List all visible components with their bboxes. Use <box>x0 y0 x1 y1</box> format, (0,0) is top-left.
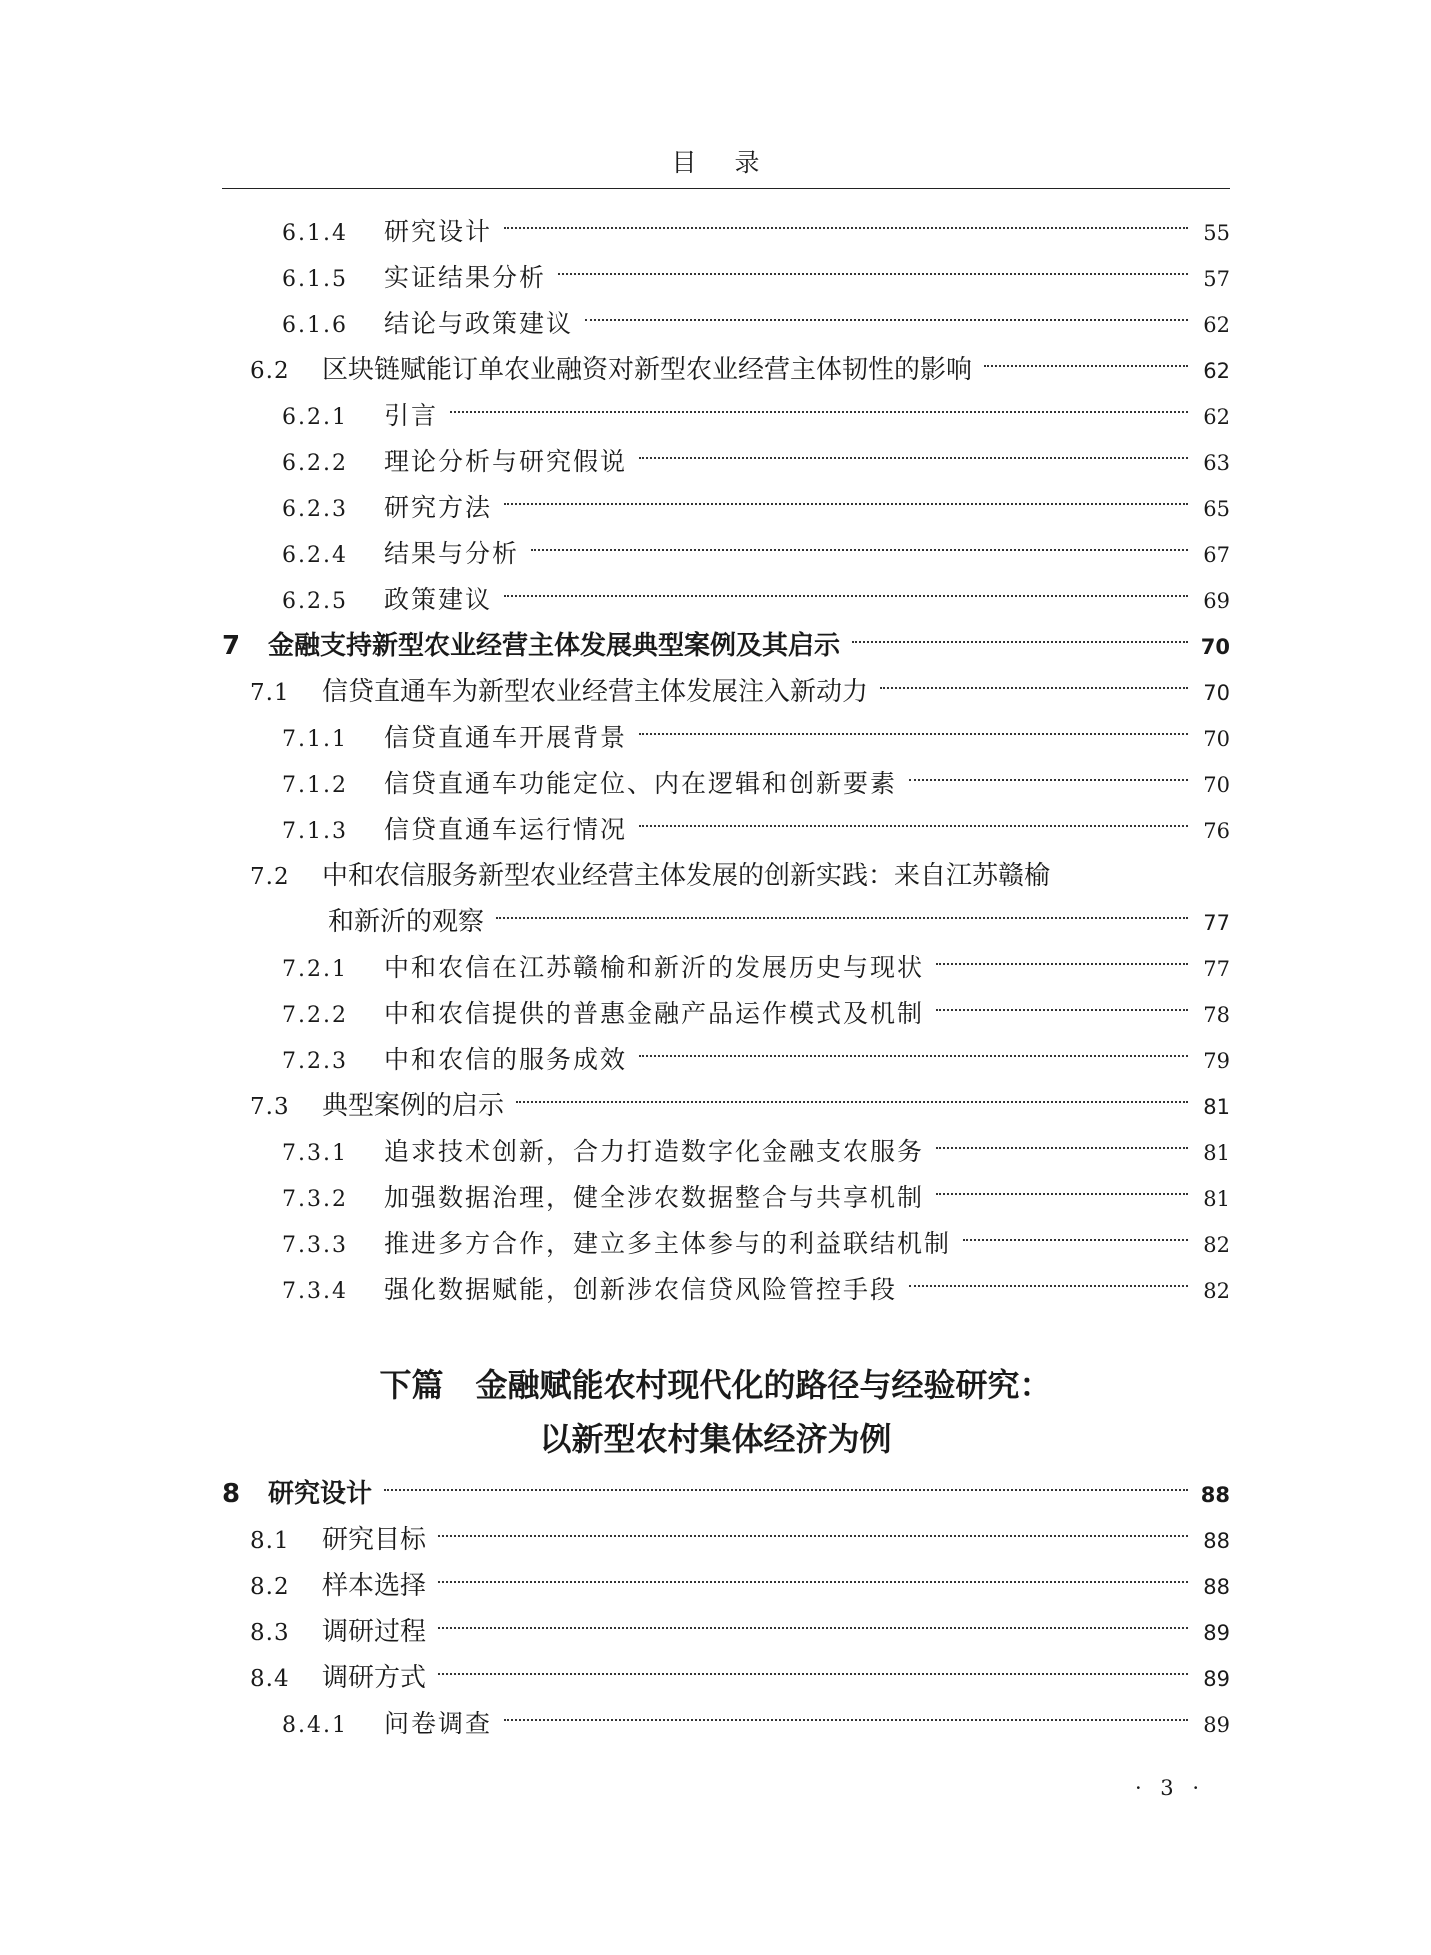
section-number: 6.2 <box>250 358 290 384</box>
toc-line <box>282 764 1230 804</box>
section-title: 信贷直通车功能定位、内在逻辑和创新要素 <box>384 769 898 798</box>
toc-line <box>282 1178 1230 1218</box>
toc-line <box>282 1270 1230 1310</box>
toc-line <box>250 672 1230 712</box>
dot-leader <box>504 1719 1188 1721</box>
section-title: 调研过程 <box>322 1617 427 1647</box>
section-number: 6.1.6 <box>282 313 348 338</box>
toc-line <box>250 1566 1230 1606</box>
dot-leader <box>936 1193 1188 1195</box>
dot-leader <box>852 641 1188 643</box>
section-title: 典型案例的启示 <box>322 1091 505 1121</box>
dot-leader <box>450 411 1188 413</box>
section-title: 理论分析与研究假说 <box>384 447 628 476</box>
page-ref: 77 <box>1203 911 1230 935</box>
dot-leader <box>558 273 1188 275</box>
section-title: 推进多方合作，建立多主体参与的利益联结机制 <box>384 1229 952 1258</box>
section-title: 强化数据赋能，创新涉农信贷风险管控手段 <box>384 1275 898 1304</box>
toc-line <box>282 534 1230 574</box>
dot-leader <box>531 549 1188 551</box>
dot-leader <box>504 227 1188 229</box>
part-title-line-1: 下篇 金融赋能农村现代化的路径与经验研究： <box>379 1366 1052 1404</box>
toc-line <box>222 1474 1230 1514</box>
toc-line <box>250 1520 1230 1560</box>
section-title: 和新沂的观察 <box>328 907 485 937</box>
dot-leader <box>504 503 1188 505</box>
dot-leader <box>639 825 1188 827</box>
dot-leader <box>438 1627 1188 1629</box>
section-title: 引言 <box>384 401 439 430</box>
section-number: 7.2.2 <box>282 1003 348 1028</box>
toc-entry <box>0 626 1431 666</box>
toc-entry <box>0 672 1431 712</box>
section-title: 实证结果分析 <box>384 263 547 292</box>
section-title: 调研方式 <box>322 1663 427 1693</box>
toc-entry <box>0 534 1431 574</box>
section-number: 6.2.5 <box>282 589 348 614</box>
toc-line <box>250 1086 1230 1126</box>
dot-leader <box>504 595 1188 597</box>
toc-entry <box>0 1520 1431 1560</box>
page-ref: 88 <box>1203 1529 1230 1553</box>
page-ref: 70 <box>1203 681 1230 705</box>
toc-entry <box>0 1132 1431 1172</box>
section-title: 加强数据治理，健全涉农数据整合与共享机制 <box>384 1183 925 1212</box>
toc-line <box>282 810 1230 850</box>
section-title: 追求技术创新，合力打造数字化金融支农服务 <box>384 1137 925 1166</box>
toc-line <box>282 718 1230 758</box>
section-number: 7.3.4 <box>282 1279 348 1304</box>
toc-line <box>282 948 1230 988</box>
part-title-line-2: 以新型农村集体经济为例 <box>539 1420 892 1458</box>
section-number: 8.1 <box>250 1528 290 1554</box>
toc-entry <box>0 810 1431 850</box>
dot-leader <box>880 687 1188 689</box>
page-ref: 76 <box>1203 819 1230 843</box>
toc-entry <box>0 1224 1431 1264</box>
section-title: 研究目标 <box>322 1525 427 1555</box>
toc-entry <box>0 1704 1431 1744</box>
toc-entry <box>0 1566 1431 1606</box>
dot-leader <box>384 1489 1188 1491</box>
dot-leader <box>438 1673 1188 1675</box>
page-ref: 81 <box>1203 1187 1230 1211</box>
page-ref: 70 <box>1200 635 1230 659</box>
dot-leader <box>438 1581 1188 1583</box>
section-title: 中和农信在江苏赣榆和新沂的发展历史与现状 <box>384 953 925 982</box>
section-number: 7.3.2 <box>282 1187 348 1212</box>
toc-line <box>222 626 1230 666</box>
page-ref: 62 <box>1203 359 1230 383</box>
section-number: 7.1.2 <box>282 773 348 798</box>
toc-line <box>328 902 1230 942</box>
section-title: 政策建议 <box>384 585 493 614</box>
dot-leader <box>963 1239 1188 1241</box>
section-number: 8.3 <box>250 1620 290 1646</box>
section-title: 研究设计 <box>268 1479 373 1509</box>
dot-leader <box>909 1285 1188 1287</box>
page-ref: 82 <box>1203 1233 1230 1257</box>
page-ref: 70 <box>1203 773 1230 797</box>
page-ref: 89 <box>1203 1621 1230 1645</box>
dot-leader <box>936 1009 1188 1011</box>
section-title: 金融支持新型农业经营主体发展典型案例及其启示 <box>268 631 841 661</box>
page-ref: 88 <box>1203 1575 1230 1599</box>
section-title: 研究方法 <box>384 493 493 522</box>
section-title: 中和农信提供的普惠金融产品运作模式及机制 <box>384 999 925 1028</box>
section-number: 6.1.5 <box>282 267 348 292</box>
page-ref: 78 <box>1203 1003 1230 1027</box>
section-number: 8.2 <box>250 1574 290 1600</box>
section-number: 8.4.1 <box>282 1713 348 1738</box>
page-ref: 55 <box>1203 221 1230 245</box>
page-ref: 69 <box>1203 589 1230 613</box>
toc-entry <box>0 718 1431 758</box>
page-ref: 81 <box>1203 1141 1230 1165</box>
toc-entry <box>0 856 1431 896</box>
section-title: 研究设计 <box>384 217 493 246</box>
section-number: 7.1.1 <box>282 727 348 752</box>
dot-leader <box>936 963 1188 965</box>
toc-entry <box>0 764 1431 804</box>
dot-leader <box>909 779 1188 781</box>
toc-entry <box>0 350 1431 390</box>
page-ref: 79 <box>1203 1049 1230 1073</box>
page-ref: 88 <box>1200 1483 1230 1507</box>
section-number: 8.4 <box>250 1666 290 1692</box>
section-number: 6.2.2 <box>282 451 348 476</box>
toc-line <box>282 442 1230 482</box>
section-number: 6.1.4 <box>282 221 348 246</box>
page-ref: 89 <box>1203 1667 1230 1691</box>
toc-line <box>282 994 1230 1034</box>
section-title: 信贷直通车开展背景 <box>384 723 628 752</box>
dot-leader <box>936 1147 1188 1149</box>
section-number: 6.2.4 <box>282 543 348 568</box>
section-title: 样本选择 <box>322 1571 427 1601</box>
section-number: 7.1 <box>250 680 290 706</box>
page-ref: 63 <box>1203 451 1230 475</box>
toc-line <box>250 1658 1230 1698</box>
section-number: 7 <box>222 631 241 661</box>
toc-line <box>282 488 1230 528</box>
section-number: 7.3.3 <box>282 1233 348 1258</box>
section-title: 中和农信的服务成效 <box>384 1045 628 1074</box>
toc-entry <box>0 994 1431 1034</box>
section-number: 6.2.3 <box>282 497 348 522</box>
section-number: 7.1.3 <box>282 819 348 844</box>
toc-line <box>282 1224 1230 1264</box>
running-head: 目录 <box>671 148 798 177</box>
toc-line <box>282 1132 1230 1172</box>
toc-entry <box>0 1086 1431 1126</box>
section-number: 7.3 <box>250 1094 290 1120</box>
toc-entry <box>0 442 1431 482</box>
section-number: 7.3.1 <box>282 1141 348 1166</box>
toc-line <box>250 1612 1230 1652</box>
toc-line <box>282 258 1230 298</box>
page-ref: 57 <box>1203 267 1230 291</box>
section-title: 区块链赋能订单农业融资对新型农业经营主体韧性的影响 <box>322 355 973 385</box>
toc-entry <box>0 212 1431 252</box>
dot-leader <box>984 365 1188 367</box>
page-ref: 70 <box>1203 727 1230 751</box>
dot-leader <box>639 733 1188 735</box>
page-ref: 67 <box>1203 543 1230 567</box>
page-ref: 81 <box>1203 1095 1230 1119</box>
toc-entry <box>0 902 1431 942</box>
toc-entry <box>0 1040 1431 1080</box>
toc-line <box>282 1040 1230 1080</box>
toc-line <box>282 580 1230 620</box>
toc-entry <box>0 1178 1431 1218</box>
page-ref: 62 <box>1203 313 1230 337</box>
section-title: 中和农信服务新型农业经营主体发展的创新实践：来自江苏赣榆 <box>322 861 1051 891</box>
dot-leader <box>639 1055 1188 1057</box>
dot-leader <box>438 1535 1188 1537</box>
dot-leader <box>516 1101 1188 1103</box>
toc-line <box>282 304 1230 344</box>
page-number: · 3 · <box>1134 1776 1205 1800</box>
toc-entry <box>0 1658 1431 1698</box>
page-ref: 65 <box>1203 497 1230 521</box>
section-number: 7.2 <box>250 864 290 890</box>
section-title: 问卷调查 <box>384 1709 493 1738</box>
toc-entry <box>0 1612 1431 1652</box>
toc-entry <box>0 258 1431 298</box>
section-number: 6.2.1 <box>282 405 348 430</box>
dot-leader <box>639 457 1188 459</box>
dot-leader <box>585 319 1188 321</box>
section-title: 结果与分析 <box>384 539 520 568</box>
toc-entry <box>0 948 1431 988</box>
toc-entry <box>0 1474 1431 1514</box>
page-ref: 89 <box>1203 1713 1230 1737</box>
dot-leader <box>496 917 1188 919</box>
toc-entry <box>0 488 1431 528</box>
section-title: 信贷直通车为新型农业经营主体发展注入新动力 <box>322 677 869 707</box>
toc-entry <box>0 304 1431 344</box>
toc-line <box>282 396 1230 436</box>
section-title: 结论与政策建议 <box>384 309 574 338</box>
toc-entry <box>0 396 1431 436</box>
header-rule <box>222 188 1230 189</box>
toc-line <box>282 1704 1230 1744</box>
toc-line <box>282 212 1230 252</box>
page-ref: 62 <box>1203 405 1230 429</box>
toc-line <box>250 350 1230 390</box>
section-number: 8 <box>222 1479 241 1509</box>
toc-line <box>250 856 1230 896</box>
page-ref: 82 <box>1203 1279 1230 1303</box>
toc-entry <box>0 580 1431 620</box>
page-ref: 77 <box>1203 957 1230 981</box>
section-title: 信贷直通车运行情况 <box>384 815 628 844</box>
section-number: 7.2.3 <box>282 1049 348 1074</box>
section-number: 7.2.1 <box>282 957 348 982</box>
toc-entry <box>0 1270 1431 1310</box>
